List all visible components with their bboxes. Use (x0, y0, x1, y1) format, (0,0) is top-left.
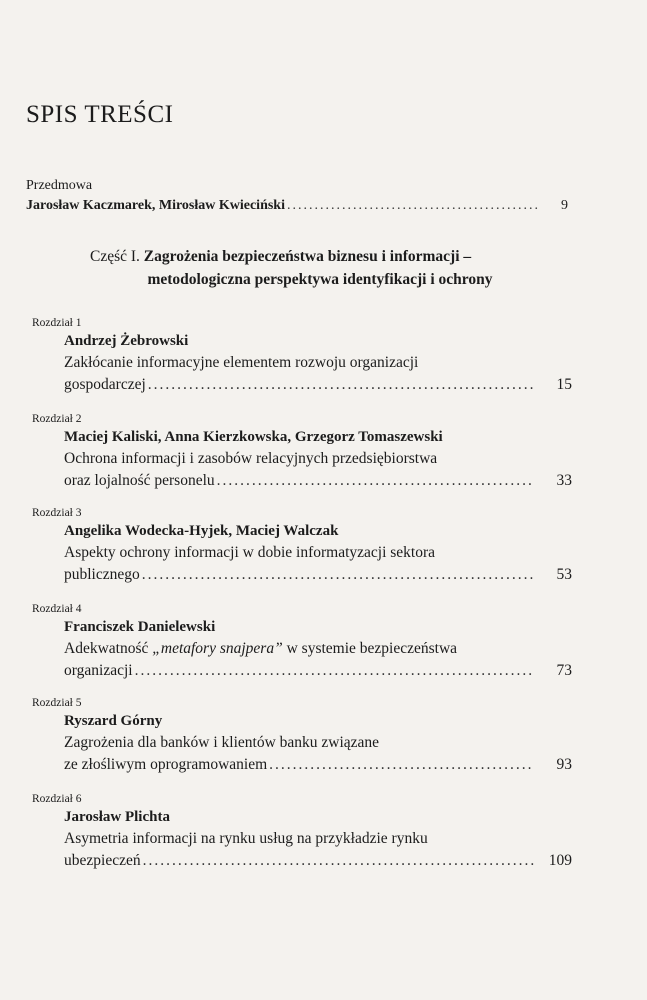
toc-entry-chapter-2[interactable] (32, 412, 572, 492)
chapter-author: Maciej Kaliski, Anna Kierzkowska, Grzegorz Tomaszewski (64, 429, 443, 445)
chapter-title: Ochrona informacji i zasobów relacyjnych przedsiębiorstwa (64, 450, 438, 467)
part-number: Część I. (90, 248, 140, 265)
chapter-title (64, 638, 572, 660)
chapter-label: Rozdział 1 (32, 317, 82, 329)
page-number: 53 (556, 566, 572, 583)
toc-entry-chapter-1[interactable] (32, 316, 572, 396)
chapter-title-end: oraz lojalność personelu (64, 472, 215, 489)
part-heading (90, 245, 550, 291)
chapter-author: Franciszek Danielewski (64, 619, 216, 635)
chapter-author: Ryszard Górny (64, 713, 163, 729)
chapter-author: Angelika Wodecka-Hyjek, Maciej Walczak (64, 523, 339, 539)
part-title-line1: Zagrożenia bezpieczeństwa biznesu i informacji – (143, 248, 472, 265)
toc-entry-preface[interactable] (26, 198, 568, 214)
chapter-title: Aspekty ochrony informacji w dobie informatyzacji sektora (64, 544, 436, 561)
leader-dots (217, 470, 534, 492)
chapter-label: Rozdział 3 (32, 507, 82, 519)
page-number: 15 (556, 376, 572, 393)
chapter-title-end: publicznego (64, 566, 140, 583)
toc-entry-chapter-6[interactable] (32, 792, 572, 872)
chapter-label: Rozdział 4 (32, 603, 82, 615)
chapter-label: Rozdział 6 (32, 793, 82, 805)
chapter-author: Jarosław Plichta (64, 809, 170, 825)
toc-entry-chapter-3[interactable] (32, 506, 572, 586)
chapter-label: Rozdział 2 (32, 413, 82, 425)
toc-entry-chapter-5[interactable] (32, 696, 572, 776)
leader-dots (148, 374, 534, 396)
chapter-title-post: w systemie bezpieczeństwa (282, 640, 458, 657)
leader-dots (142, 564, 534, 586)
leader-dots (269, 754, 534, 776)
leader-dots (135, 660, 534, 682)
leader-dots (143, 850, 534, 872)
page-title: SPIS TREŚCI (26, 101, 174, 128)
chapter-title: Zakłócanie informacyjne elementem rozwoju organizacji (64, 354, 419, 371)
preface-label: Przedmowa (26, 178, 93, 193)
chapter-title-end: ze złośliwym oprogramowaniem (64, 756, 268, 773)
chapter-title-end: gospodarczej (64, 376, 146, 393)
chapter-title: Asymetria informacji na rynku usług na przykładzie rynku (64, 830, 428, 847)
chapter-title-pre: Adekwatność (64, 640, 153, 657)
page-number: 109 (548, 852, 572, 869)
page-number: 9 (561, 198, 568, 213)
preface-authors: Jarosław Kaczmarek, Mirosław Kwieciński (26, 198, 285, 213)
leader-dots (287, 198, 540, 214)
chapter-title-italic: „metafory snajpera” (152, 640, 283, 657)
chapter-title: Zagrożenia dla banków i klientów banku związane (64, 734, 380, 751)
toc-entry-chapter-4[interactable] (32, 602, 572, 682)
page-number: 93 (556, 756, 572, 773)
chapter-label: Rozdział 5 (32, 697, 82, 709)
chapter-title-end: ubezpieczeń (64, 852, 141, 869)
page-number: 33 (556, 472, 572, 489)
part-title-line2: metodologiczna perspektywa identyfikacji i ochrony (147, 271, 493, 288)
chapter-title-end: organizacji (64, 662, 133, 679)
chapter-author: Andrzej Żebrowski (64, 333, 189, 349)
page-number: 73 (556, 662, 572, 679)
